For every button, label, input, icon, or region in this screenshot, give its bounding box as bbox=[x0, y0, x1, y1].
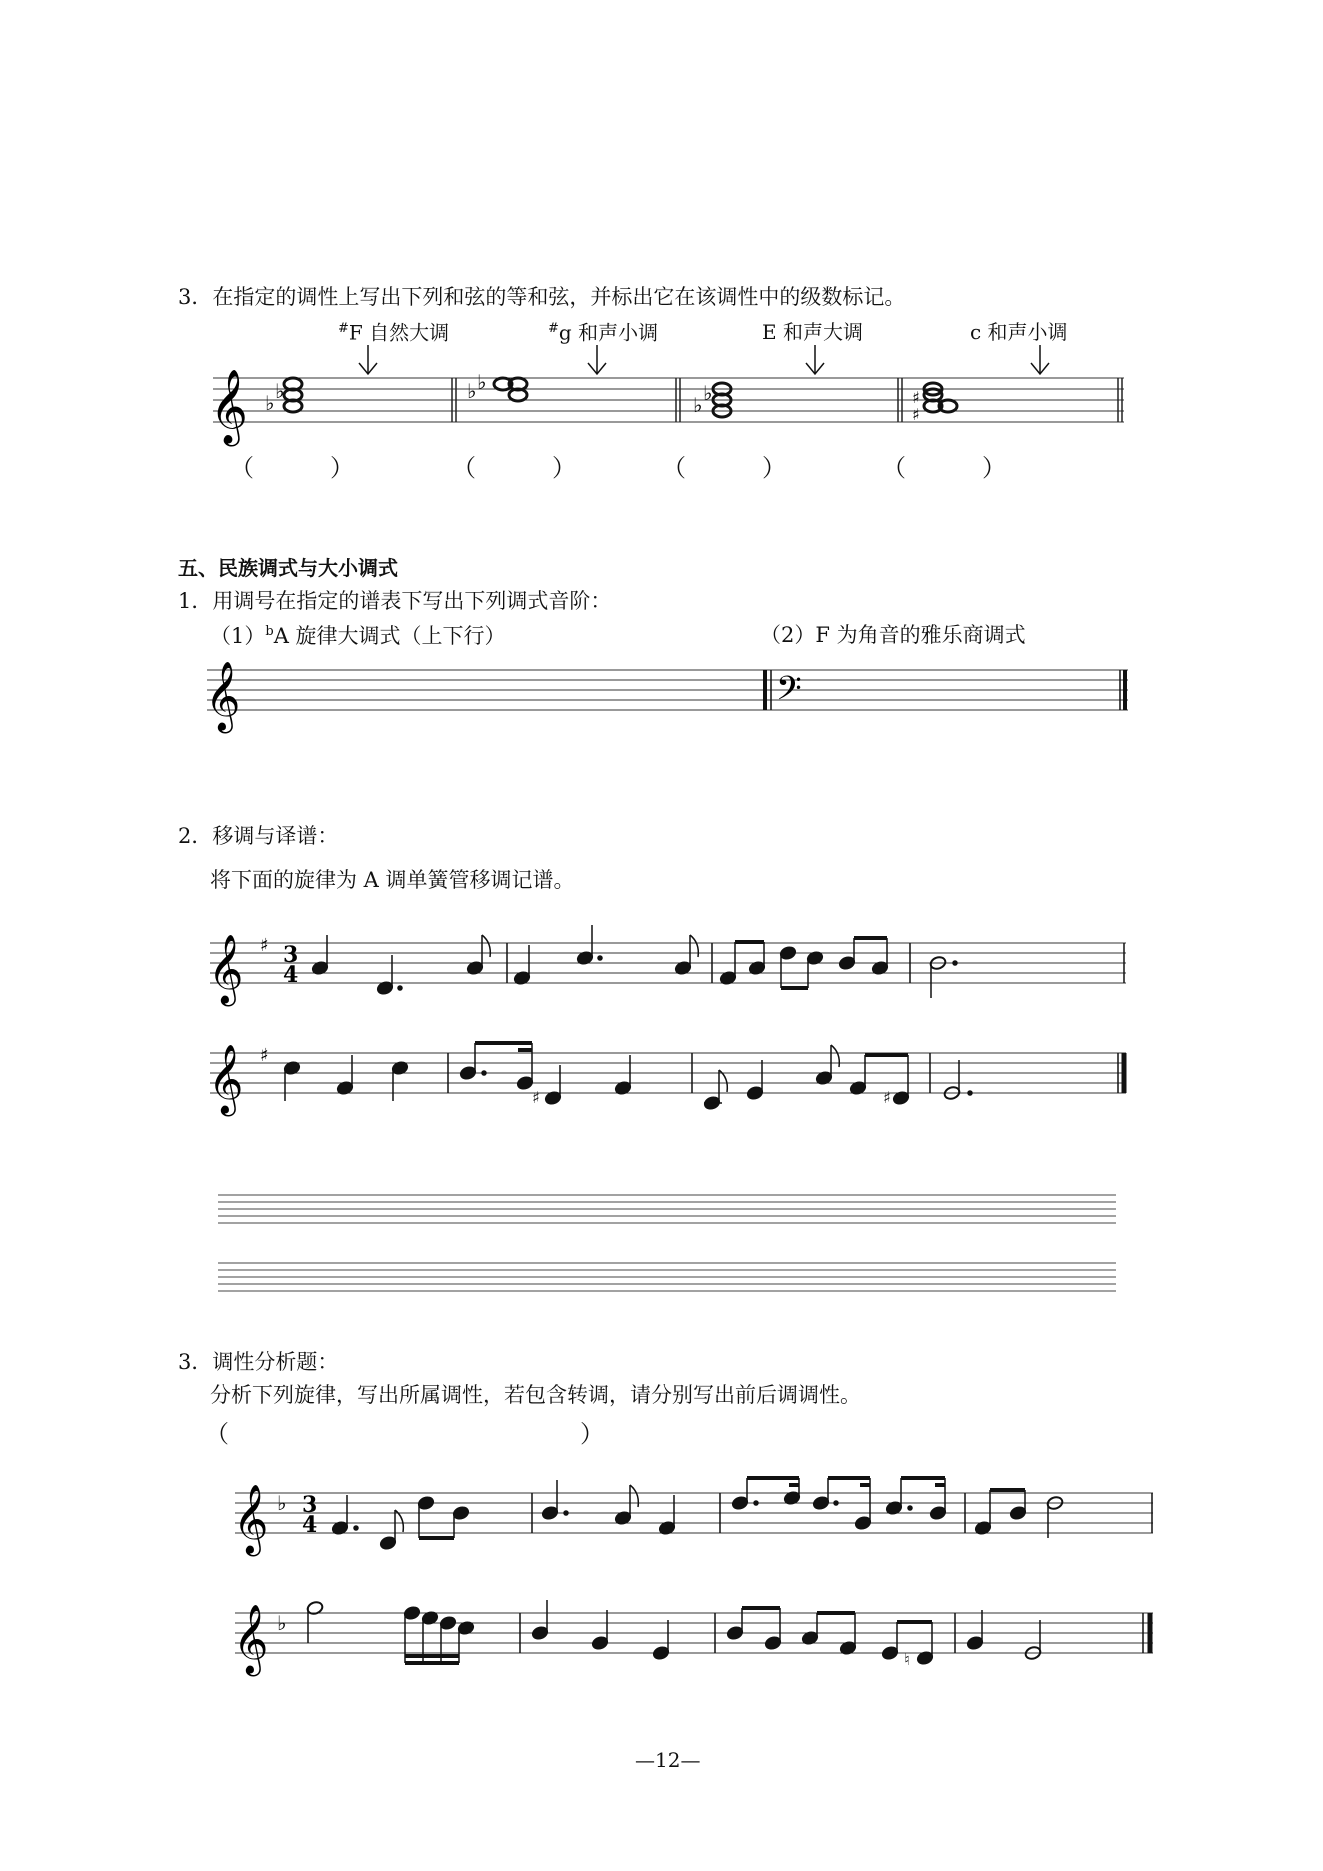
part-number: （1） bbox=[210, 624, 266, 648]
sharp-sign: # bbox=[338, 321, 349, 336]
flat-icon: ♭ bbox=[265, 391, 275, 415]
scale-staff bbox=[207, 670, 1128, 710]
q3-answer-3-close: ） bbox=[762, 454, 786, 482]
treble-clef-icon: 𝄞 bbox=[205, 661, 241, 731]
s5q1-part2: （2）F 为角音的雅乐商调式 bbox=[760, 623, 1026, 647]
chord-3 bbox=[693, 381, 731, 417]
flat-icon: ♭ bbox=[693, 393, 703, 417]
blank-staff-2 bbox=[218, 1263, 1116, 1291]
q3-answer-1-close: ） bbox=[330, 454, 354, 482]
flat-sign: b bbox=[265, 624, 274, 639]
flat-icon: ♭ bbox=[477, 370, 487, 394]
analysis-2-notes bbox=[306, 1600, 1150, 1669]
s5q2-title: 2．移调与译谱： bbox=[178, 824, 339, 848]
analysis-1-notes bbox=[331, 1478, 1152, 1551]
blank-staff-1 bbox=[218, 1195, 1116, 1223]
sharp-icon: ♯ bbox=[260, 1045, 269, 1066]
key-label: E 和声大调 bbox=[762, 320, 863, 344]
sharp-sign: # bbox=[548, 321, 559, 336]
s5q3-title: 3．调性分析题： bbox=[178, 1350, 339, 1374]
q3-title: 3．在指定的调性上写出下列和弦的等和弦，并标出它在该调性中的级数标记。 bbox=[178, 285, 906, 309]
flat-icon: ♭ bbox=[277, 1611, 287, 1635]
time-sig-top: 3 bbox=[283, 942, 299, 968]
page-number: —12— bbox=[635, 1748, 701, 1772]
sharp-icon: ♯ bbox=[260, 935, 269, 956]
flat-icon: ♭ bbox=[703, 381, 713, 405]
melody-staff-1 bbox=[210, 943, 1126, 983]
natural-icon: ♮ bbox=[904, 1650, 910, 1669]
s5q1-title: 1．用调号在指定的谱表下写出下列调式音阶： bbox=[178, 589, 612, 613]
melody-1-notes bbox=[311, 925, 1124, 998]
key-label: g 和声小调 bbox=[558, 320, 659, 345]
bass-clef-icon: 𝄢 bbox=[776, 670, 802, 716]
time-sig-bottom: 4 bbox=[302, 1512, 318, 1538]
s5q3-instruction: 分析下列旋律，写出所属调性，若包含转调，请分别写出前后调调性。 bbox=[210, 1383, 861, 1407]
key-arrows bbox=[359, 345, 1049, 374]
chord-staff bbox=[213, 378, 1124, 422]
q3-answer-2-close: ） bbox=[552, 454, 576, 482]
s5q3-answer-close: ） bbox=[580, 1420, 604, 1448]
q3-answer-4-close: ） bbox=[982, 454, 1006, 482]
q3-answer-2-open: （ bbox=[452, 454, 476, 482]
treble-clef-icon: 𝄞 bbox=[208, 934, 244, 1004]
flat-icon: ♭ bbox=[275, 379, 285, 403]
analysis-staff-2 bbox=[235, 1613, 1153, 1653]
q3-answer-4-open: （ bbox=[882, 454, 906, 482]
treble-clef-icon: 𝄞 bbox=[208, 1044, 244, 1114]
flat-icon: ♭ bbox=[277, 1491, 287, 1515]
part-text: A 旋律大调式（上下行） bbox=[273, 624, 506, 648]
time-signature bbox=[283, 942, 298, 988]
treble-clef-icon: 𝄞 bbox=[210, 370, 248, 444]
flat-icon: ♭ bbox=[467, 379, 477, 403]
sharp-icon: ♯ bbox=[532, 1088, 540, 1107]
treble-clef-icon: 𝄞 bbox=[233, 1484, 269, 1554]
sharp-icon: ♯ bbox=[912, 388, 920, 407]
s5q2-instruction: 将下面的旋律为 A 调单簧管移调记谱。 bbox=[210, 868, 575, 892]
q3-answer-1-open: （ bbox=[230, 454, 254, 482]
time-sig-bottom: 4 bbox=[283, 962, 299, 988]
time-signature bbox=[302, 1492, 317, 1538]
s5q3-answer-open: （ bbox=[205, 1420, 229, 1448]
section5-title: 五、民族调式与大小调式 bbox=[178, 556, 398, 580]
chord-2 bbox=[467, 370, 527, 403]
treble-clef-icon: 𝄞 bbox=[233, 1604, 269, 1674]
sharp-icon: ♯ bbox=[883, 1088, 891, 1107]
sharp-icon: ♯ bbox=[912, 405, 920, 424]
chord-1 bbox=[265, 378, 302, 415]
q3-answer-3-open: （ bbox=[662, 454, 686, 482]
time-sig-top: 3 bbox=[302, 1492, 318, 1518]
key-label: c 和声小调 bbox=[970, 320, 1068, 344]
key-label: F 自然大调 bbox=[348, 320, 450, 345]
